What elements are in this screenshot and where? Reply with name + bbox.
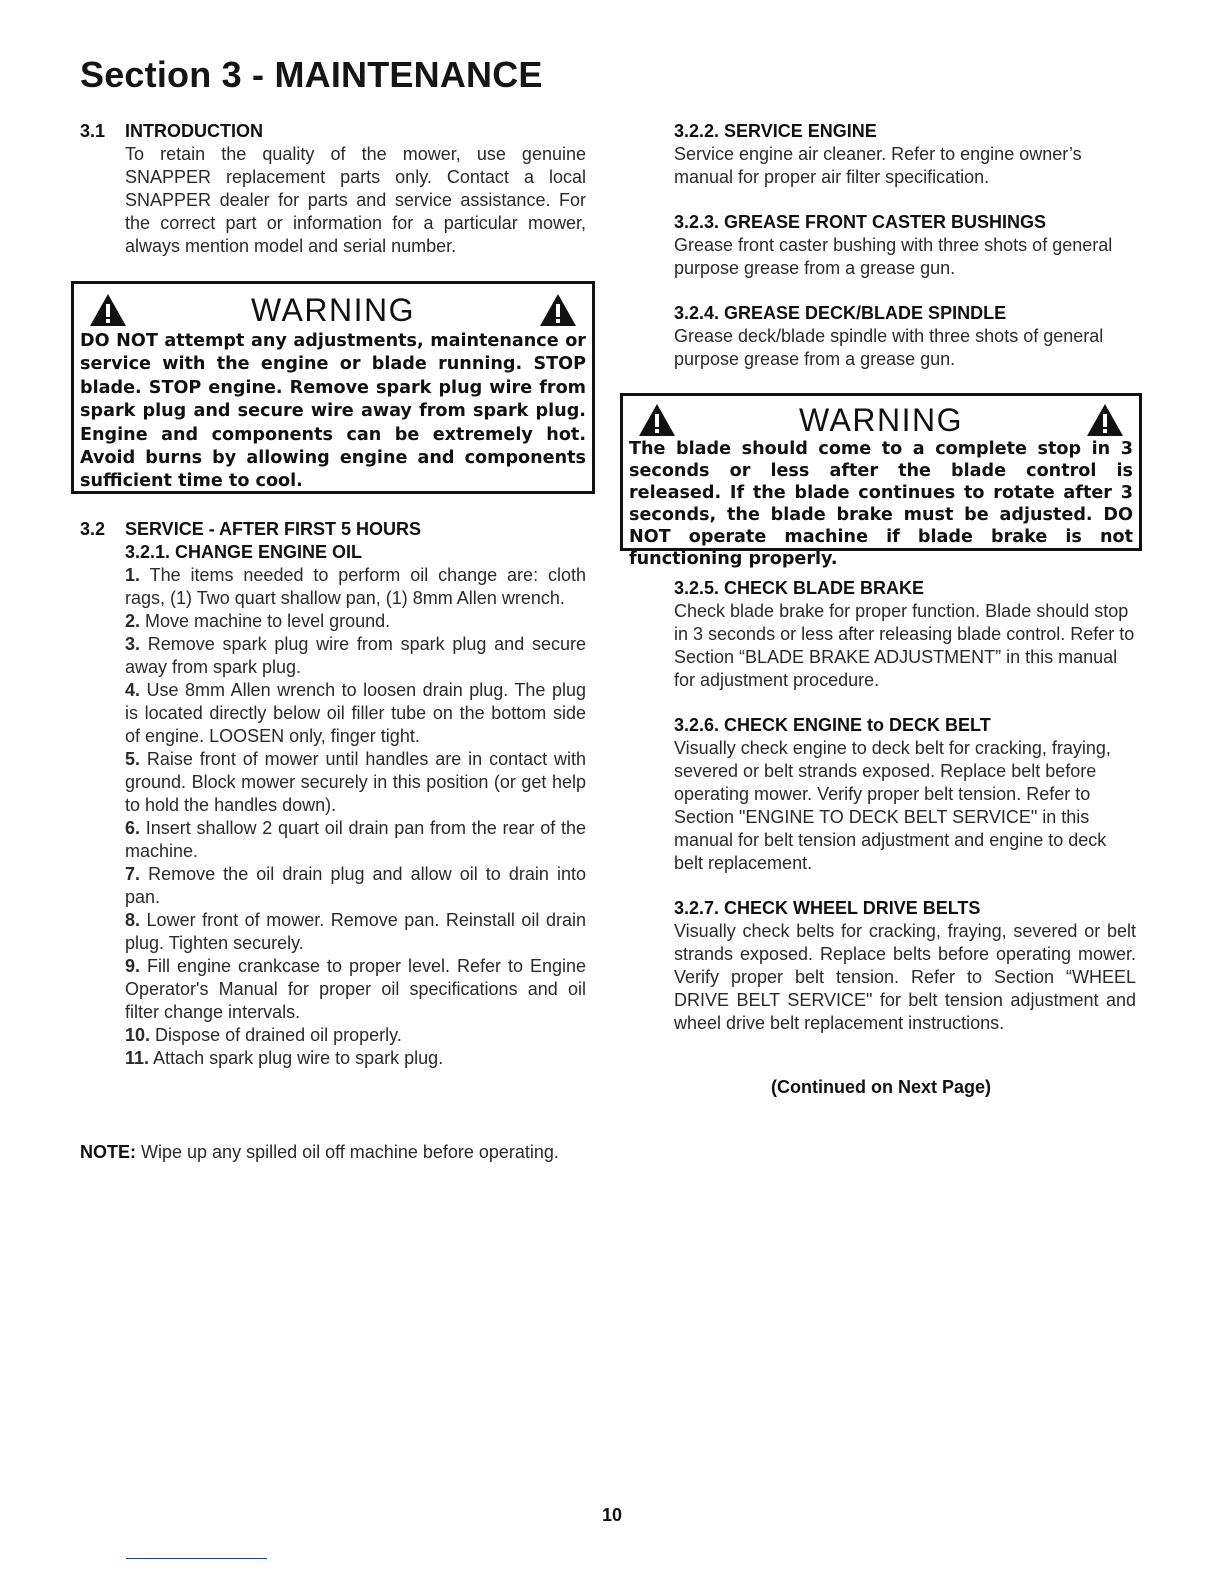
section-number: 3.1	[80, 121, 106, 141]
list-item: 10. Dispose of drained oil properly.	[125, 1025, 402, 1045]
list-item: 6. Insert shallow 2 quart oil drain pan from the rear of the machine.	[125, 818, 586, 861]
subsection-heading-grease-caster: 3.2.3. GREASE FRONT CASTER BUSHINGS	[674, 212, 1047, 232]
subsection-heading-service-engine: 3.2.2. SERVICE ENGINE	[674, 121, 877, 141]
warning-box-blade-stop	[620, 393, 1142, 569]
section-title: SERVICE - AFTER FIRST 5 HOURS	[125, 519, 422, 539]
warning-triangle-icon	[538, 292, 578, 328]
warning-text: The blade should come to a complete stop in 3 seconds or less after the blade control is released. If the blade continues to rotate after 3 seconds, the blade brake must be adjusted. DO NOT operate machine if blade brake is not functioning properly.	[629, 439, 1133, 569]
section-number: 3.2	[80, 519, 106, 539]
list-item: 2. Move machine to level ground.	[125, 611, 391, 631]
right-column-lower	[674, 577, 1136, 1035]
list-item: 11. Attach spark plug wire to spark plug.	[125, 1048, 444, 1068]
warning-triangle-icon	[1085, 402, 1125, 438]
note	[80, 1141, 586, 1164]
wheel-drive-belts-text: Visually check belts for cracking, fraying, severed or belt strands exposed. Replace belts before operating mower. Verify proper belt tension. Refer to Section “WHEEL DRIVE BELT SERVICE" for belt tension adjustment and wheel drive belt replacement instructions.	[674, 921, 1136, 1033]
warning-triangle-icon	[88, 292, 128, 328]
list-item: 5. Raise front of mower until handles are in contact with ground. Block mower securely in this position (or get help to hold the handles down).	[125, 749, 586, 815]
list-item: 9. Fill engine crankcase to proper level. Refer to Engine Operator's Manual for proper oil specifications and oil filter change intervals.	[125, 956, 586, 1022]
deck-belt-text: Visually check engine to deck belt for cracking, fraying, severed or belt strands exposed. Replace belt before operating mower. Verify proper belt tension. Refer to Section "ENGINE TO DECK BELT SERVICE" in this manual for belt tension adjustment and engine to deck belt replacement.	[674, 738, 1111, 873]
warning-title: WARNING	[251, 292, 415, 328]
blade-brake-text: Check blade brake for proper function. Blade should stop in 3 seconds or less after releasing blade control. Refer to Section “BLADE BRAKE ADJUSTMENT” in this manual for adjustment procedure.	[674, 601, 1135, 690]
warning-text: DO NOT attempt any adjustments, maintenance or service with the engine or blade running. STOP blade. STOP engine. Remove spark plug wire from spark plug and secure wire away from spark plug. Engine and components can be extremely hot. Avoid burns by allowing engine and components sufficient time to cool.	[80, 331, 586, 492]
warning-header	[80, 290, 586, 330]
page-number: 10	[601, 1505, 623, 1525]
list-item: 4. Use 8mm Allen wrench to loosen drain plug. The plug is located directly below oil filler tube on the bottom side of engine. LOOSEN only, finger tight.	[125, 680, 586, 746]
subsection-heading-blade-brake: 3.2.5. CHECK BLADE BRAKE	[674, 578, 925, 598]
grease-caster-text: Grease front caster bushing with three shots of general purpose grease from a grease gun.	[674, 235, 1113, 278]
section-heading-service	[80, 518, 586, 541]
list-item: 7. Remove the oil drain plug and allow oil to drain into pan.	[125, 864, 586, 907]
note-label: NOTE:	[80, 1142, 136, 1162]
warning-box-adjustments	[71, 281, 595, 494]
list-item: 1. The items needed to perform oil change are: cloth rags, (1) Two quart shallow pan, (1) 8mm Allen wrench.	[125, 565, 586, 608]
subsection-heading-change-oil: 3.2.1. CHANGE ENGINE OIL	[125, 542, 363, 562]
left-column	[80, 120, 586, 258]
section-title: INTRODUCTION	[125, 121, 263, 141]
service-section	[80, 518, 586, 1070]
right-column	[674, 120, 1136, 371]
oil-change-steps	[125, 564, 586, 1070]
warning-header	[629, 402, 1133, 438]
subsection-heading-grease-spindle: 3.2.4. GREASE DECK/BLADE SPINDLE	[674, 303, 1007, 323]
note-text: Wipe up any spilled oil off machine before operating.	[141, 1142, 559, 1162]
subsection-heading-wheel-drive-belts: 3.2.7. CHECK WHEEL DRIVE BELTS	[674, 898, 981, 918]
list-item: 8. Lower front of mower. Remove pan. Reinstall oil drain plug. Tighten securely.	[125, 910, 586, 953]
section-heading-introduction	[80, 120, 586, 143]
warning-title: WARNING	[799, 402, 963, 438]
introduction-text: To retain the quality of the mower, use genuine SNAPPER replacement parts only. Contact a local SNAPPER dealer for parts and service assistance. For the correct part or information for a particular mower, always mention model and serial number.	[125, 144, 586, 256]
grease-spindle-text: Grease deck/blade spindle with three shots of general purpose grease from a grease gun.	[674, 326, 1104, 369]
continued-note: (Continued on Next Page)	[771, 1077, 991, 1097]
page-title: Section 3 - MAINTENANCE	[80, 54, 543, 95]
warning-triangle-icon	[637, 402, 677, 438]
subsection-heading-deck-belt: 3.2.6. CHECK ENGINE to DECK BELT	[674, 715, 991, 735]
footer-rule	[126, 1558, 267, 1559]
service-engine-text: Service engine air cleaner. Refer to engine owner’s manual for proper air filter specification.	[674, 144, 1082, 187]
list-item: 3. Remove spark plug wire from spark plug and secure away from spark plug.	[125, 634, 586, 677]
